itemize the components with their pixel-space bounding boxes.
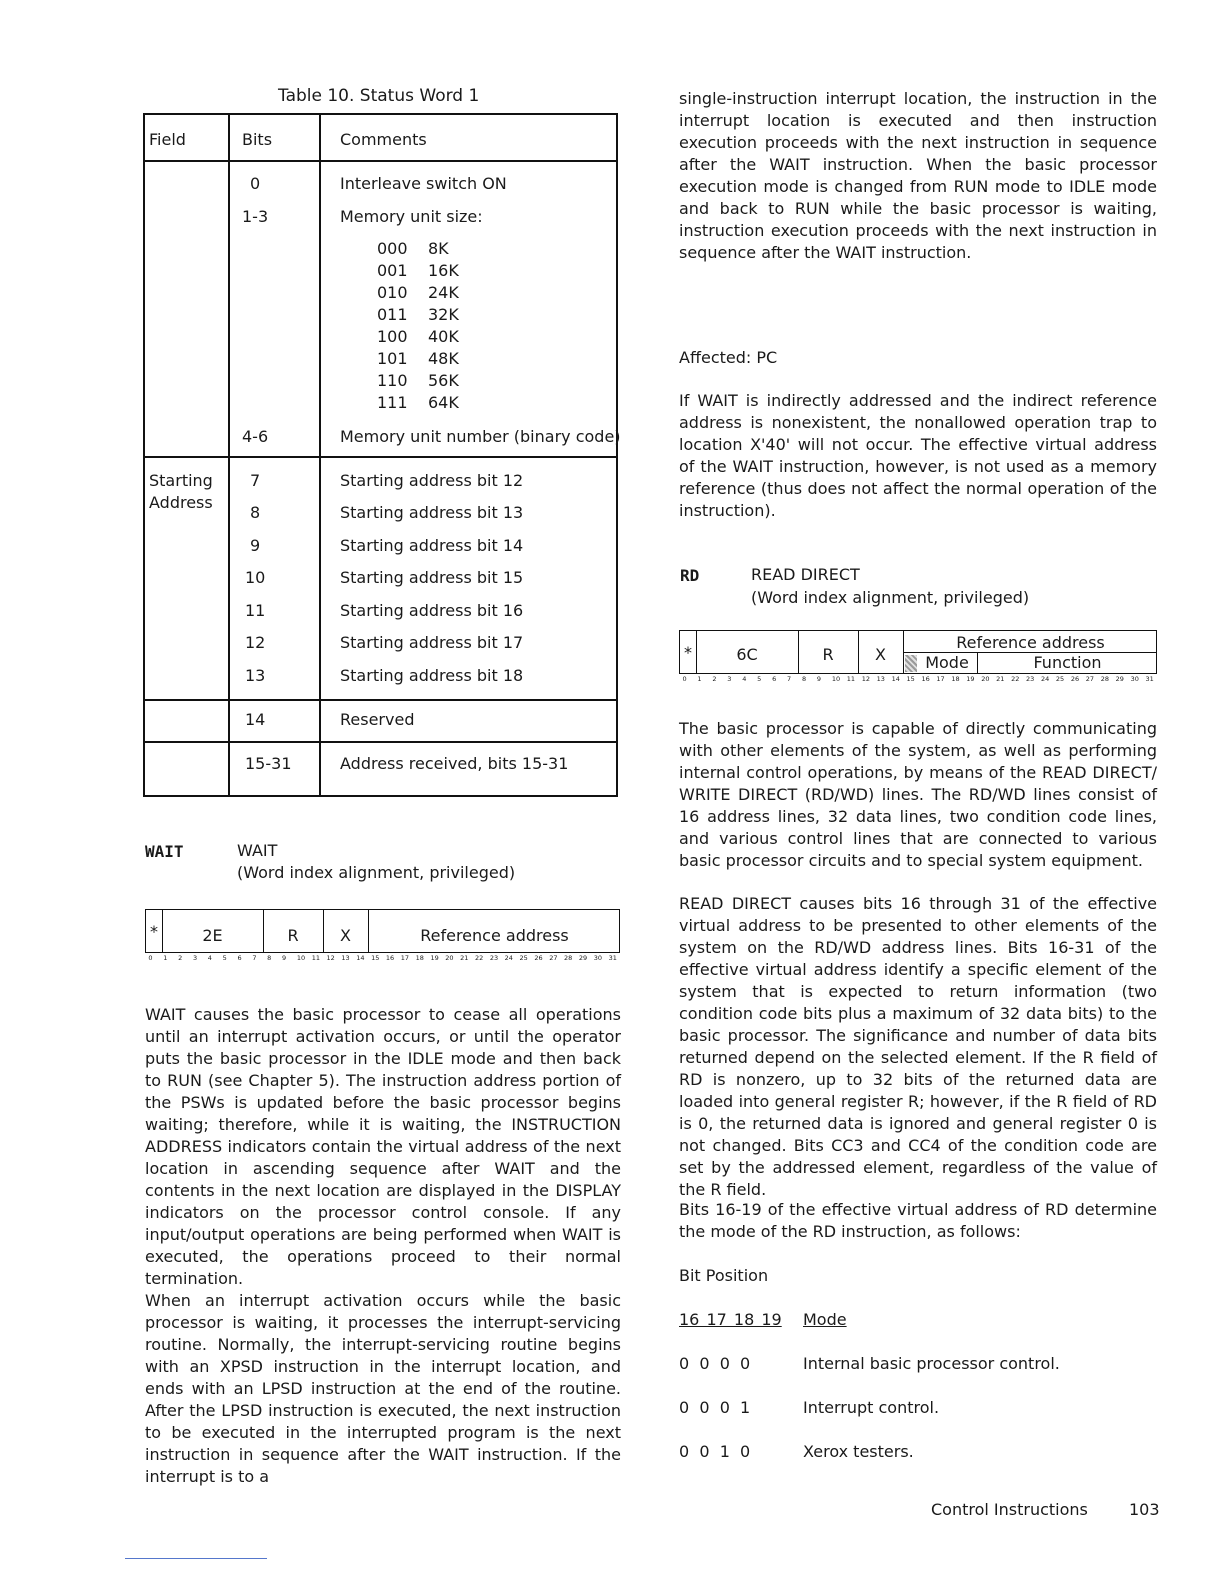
bit-number: 24 (504, 954, 513, 962)
bit-number: 30 (593, 954, 603, 962)
bits-cell: 7 (250, 471, 261, 490)
wait-name: WAIT (237, 841, 278, 860)
function-field: Function (1033, 653, 1102, 672)
bit-number: 18 (951, 675, 960, 683)
bit-number: 5 (222, 954, 227, 962)
bits-cell: 4-6 (242, 427, 269, 446)
bits-cell: 8 (250, 503, 261, 522)
rd-subtitle: (Word index alignment, privileged) (751, 588, 1030, 607)
bit-number: 22 (474, 954, 484, 962)
bit-position-label: Bit Position (679, 1266, 769, 1285)
wait-paragraph-1: WAIT causes the basic processor to cease all operations until an interrupt activation occurs, or until the operator puts the basic processor in the IDLE mode and then back to RUN (see Chapter 5). The instruction address portion of the PSWs is updated before the basic processor begins waiting; therefore, while it is waiting, the INSTRUCTION ADDRESS indicators contain the virtual address of the next location in ascending sequence after WAIT and the contents in the next location are displayed in the DISPLAY indicators on the processor control console. If any input/output operations are being performed when WAIT is executed, the operations proceed to their normal termination. (145, 1005, 621, 1288)
memory-size: 16K (428, 261, 459, 280)
comment-cell: Address received, bits 15-31 (340, 754, 569, 773)
rd-paragraph-3: Bits 16-19 of the effective virtual address of RD determine the mode of the RD instruction, as follows: (679, 1200, 1157, 1241)
bits-cell: 11 (245, 601, 266, 620)
indirect-flag: * (150, 922, 158, 941)
field-starting-address: Starting Address (149, 471, 213, 512)
table-caption: Table 10. Status Word 1 (278, 86, 480, 106)
mode-header-label: Mode (803, 1310, 847, 1329)
memory-code: 100 (377, 327, 408, 346)
memory-code: 101 (377, 349, 408, 368)
bit-number: 1 (697, 675, 702, 683)
bit-number: 23 (1026, 675, 1035, 683)
rd-name: READ DIRECT (751, 565, 860, 584)
bit-number: 25 (1055, 675, 1065, 683)
memory-code: 011 (377, 305, 408, 324)
bits-cell: 0 (250, 174, 261, 193)
bit-number: 11 (846, 675, 856, 683)
comment-cell: Reserved (340, 710, 415, 729)
bit-number: 14 (891, 675, 900, 683)
bit-number: 20 (445, 954, 454, 962)
bits-cell: 13 (245, 666, 266, 685)
bit-number: 18 (415, 954, 424, 962)
bit-number: 23 (489, 954, 499, 962)
reference-address-field: Reference address (956, 633, 1105, 652)
header-comments: Comments (340, 130, 427, 149)
bit-number: 28 (1100, 675, 1109, 683)
bit-number: 2 (178, 954, 183, 962)
bits-cell: 1-3 (242, 207, 269, 226)
bit-number: 29 (578, 954, 588, 962)
memory-size: 64K (428, 393, 459, 412)
bit-number: 13 (876, 675, 885, 683)
memory-code: 000 (377, 239, 408, 258)
bit-number: 10 (296, 954, 306, 962)
bit-number: 8 (801, 675, 807, 683)
bit-number: 3 (192, 954, 198, 962)
header-bits: Bits (242, 130, 273, 149)
bits-cell: 9 (250, 536, 261, 555)
memory-code: 001 (377, 261, 408, 280)
bit-number: 3 (727, 675, 732, 683)
comment-cell: Starting address bit 18 (340, 666, 524, 685)
bit-number: 13 (341, 954, 350, 962)
bit-number: 2 (712, 675, 717, 683)
x-field: X (875, 645, 886, 664)
bit-number: 26 (534, 954, 543, 962)
bit-number: 9 (816, 675, 822, 683)
bit-number: 27 (549, 954, 558, 962)
bit-number: 29 (1115, 675, 1124, 683)
rd-paragraph-2: READ DIRECT causes bits 16 through 31 of the effective virtual address to be presented to other elements of the system on the RD/WD address lines. Bits 16-31 of the effective virtual address identify a specific element of the system that is expected to return information (two condition code bits plus a maximum of 32 data bits) to the basic processor. The significance and number of data bits returned depend on the selected element. If the R field of RD is nonzero, up to 32 bits of the returned data are loaded into general register R; however, if the R field of RD is 0, the returned data is ignored and general register 0 is not changed. Bits CC3 and CC4 of the condition code are set by the addressed element, regardless of the value of the R field. (679, 894, 1157, 1199)
bit-number: 16 (921, 675, 930, 683)
memory-code: 110 (377, 371, 408, 390)
bit-number: 15 (906, 675, 915, 683)
mode-bits: 0 0 0 0 (679, 1354, 751, 1373)
memory-size: 56K (428, 371, 459, 390)
bit-number: 27 (1085, 675, 1095, 683)
bit-number: 22 (1011, 675, 1020, 683)
bit-number: 12 (326, 954, 335, 962)
bit-number: 8 (267, 954, 272, 962)
bit-number-row (145, 954, 620, 962)
wait-subtitle: (Word index alignment, privileged) (237, 863, 516, 882)
wait-paragraph-2: When an interrupt activation occurs while the basic processor is waiting, it processes the interrupt-servicing routine. Normally, the interrupt-servicing routine begins with an XPSD instruction in the interrupt location, and ends with an LPSD instruction at the end of the routine. After the LPSD instruction is executed, the next instruction to be executed in the interrupted program is the next instruction in sequence after the WAIT instruction. If the interrupt is to a (145, 1291, 621, 1486)
bit-number: 7 (252, 954, 257, 962)
wait-paragraph-continued: single-instruction interrupt location, the instruction in the interrupt location is executed and then instruction execution proceeds with the next instruction in sequence after the WAIT instruction. When the basic processor execution mode is changed from RUN mode to IDLE mode and back to RUN while the basic processor is waiting, instruction execution proceeds with the next instruction in sequence after the WAIT instruction. (679, 89, 1157, 262)
bit-number: 28 (564, 954, 573, 962)
comment-cell: Starting address bit 16 (340, 601, 524, 620)
footer-section: Control Instructions (931, 1500, 1088, 1519)
opcode-field: 2E (202, 926, 223, 945)
bit-number: 21 (460, 954, 469, 962)
bit-number: 26 (1070, 675, 1080, 683)
bit-number: 15 (371, 954, 380, 962)
bit-number: 1 (163, 954, 168, 962)
bit-number: 31 (608, 954, 617, 962)
comment-cell: Starting address bit 14 (340, 536, 524, 555)
bit-number: 10 (831, 675, 841, 683)
status-word-table (143, 113, 621, 797)
reference-address-field: Reference address (420, 926, 569, 945)
memory-size: 8K (428, 239, 449, 258)
bit-number: 16 (385, 954, 395, 962)
r-field: R (822, 645, 834, 664)
bit-number: 17 (936, 675, 945, 683)
comment-cell: Memory unit number (binary code) (340, 427, 621, 446)
mode-description: Xerox testers. (803, 1442, 914, 1461)
comment-cell: Starting address bit 15 (340, 568, 524, 587)
bit-number: 12 (861, 675, 870, 683)
memory-size: 32K (428, 305, 459, 324)
mode-description: Interrupt control. (803, 1398, 940, 1417)
bit-number: 0 (682, 675, 687, 683)
bit-number: 30 (1130, 675, 1139, 683)
comment-cell: Interleave switch ON (340, 174, 507, 193)
bit-number: 9 (282, 954, 287, 962)
mode-field: Mode (925, 653, 969, 672)
comment-cell: Starting address bit 12 (340, 471, 524, 490)
rd-mnemonic: RD (680, 566, 700, 585)
header-field: Field (149, 130, 186, 149)
r-field: R (287, 926, 299, 945)
memory-code: 010 (377, 283, 408, 302)
mode-header-bits: 16 17 18 19 (679, 1310, 782, 1329)
memory-size: 24K (428, 283, 459, 302)
bit-number: 14 (356, 954, 365, 962)
comment-cell: Memory unit size: (340, 207, 483, 226)
bit-number: 11 (311, 954, 320, 962)
bit-number: 4 (207, 954, 212, 962)
memory-size: 40K (428, 327, 459, 346)
bit-number: 7 (787, 675, 792, 683)
rd-format-box (679, 630, 1157, 674)
comment-cell: Starting address bit 13 (340, 503, 524, 522)
affected-label: Affected: PC (679, 348, 778, 367)
rd-paragraph-1: The basic processor is capable of directly communicating with other elements of the system, as well as performing internal control operations, by means of the READ DIRECT/ WRITE DIRECT (RD/WD) lines. The RD/WD lines consist of 16 address lines, 32 data lines, two condition code lines, and various control lines that are connected to various basic processor circuits and to special system equipment. (679, 719, 1157, 870)
wait-mnemonic: WAIT (145, 842, 184, 861)
indirect-flag: * (684, 643, 692, 662)
bit-number: 5 (757, 675, 762, 683)
opcode-field: 6C (736, 645, 758, 664)
bit-number: 21 (996, 675, 1005, 683)
bits-cell: 12 (245, 633, 266, 652)
bit-number: 19 (966, 675, 975, 683)
footer-rule (125, 1558, 267, 1559)
bit-number: 6 (772, 675, 777, 683)
bit-number: 6 (237, 954, 242, 962)
page-number: 103 (1129, 1500, 1160, 1519)
bit-number: 19 (430, 954, 439, 962)
comment-cell: Starting address bit 17 (340, 633, 524, 652)
bit-number: 20 (981, 675, 990, 683)
bit-number: 25 (519, 954, 528, 962)
bits-cell: 10 (245, 568, 266, 587)
wait-format-box (145, 909, 620, 953)
mode-bits: 0 0 0 1 (679, 1398, 751, 1417)
mode-description: Internal basic processor control. (803, 1354, 1060, 1373)
wait-indirect-paragraph: If WAIT is indirectly addressed and the indirect reference address is nonexistent, the nonallowed operation trap to location X'40' will not occur. The effective virtual address of the WAIT instruction, however, is not used as a memory reference (thus does not affect the normal operation of the instruction). (679, 391, 1157, 520)
bits-cell: 15-31 (245, 754, 292, 773)
mode-bits: 0 0 1 0 (679, 1442, 751, 1461)
bit-number-row (679, 675, 1157, 683)
bit-number: 24 (1040, 675, 1050, 683)
x-field: X (340, 926, 351, 945)
memory-size: 48K (428, 349, 459, 368)
bit-number: 0 (148, 954, 153, 962)
bits-cell: 14 (245, 710, 266, 729)
bit-number: 4 (742, 675, 747, 683)
bit-number: 31 (1145, 675, 1154, 683)
memory-code: 111 (377, 393, 408, 412)
bit-number: 17 (400, 954, 410, 962)
